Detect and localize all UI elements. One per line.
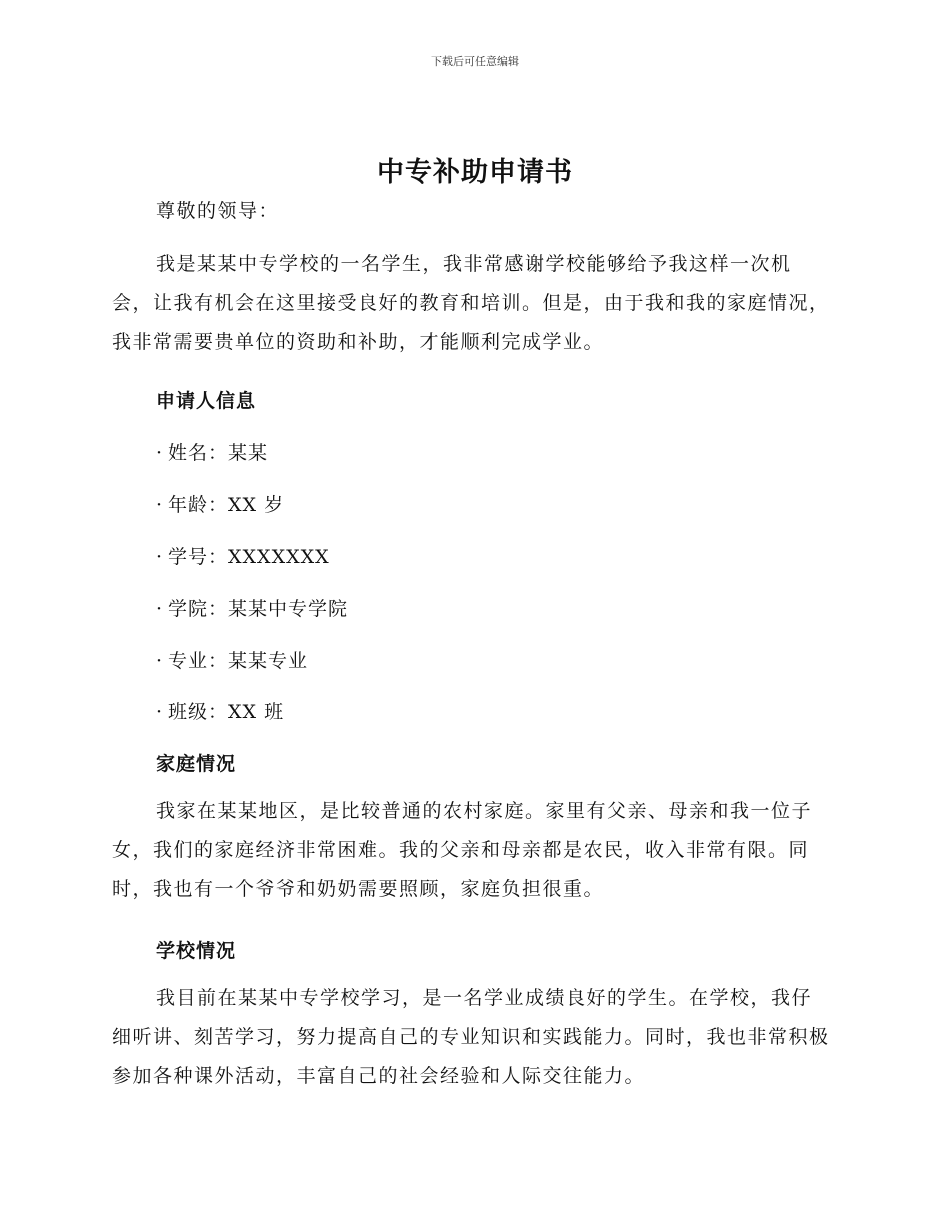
section-heading-family: 家庭情况 (156, 753, 237, 775)
info-item-college (156, 594, 348, 621)
bullet: · (156, 598, 164, 620)
bullet: · (156, 494, 164, 516)
salutation: 尊敬的领导： (156, 200, 280, 222)
info-item-name (156, 438, 268, 465)
info-item-text: 学院：某某中专学院 (168, 598, 349, 620)
bullet: · (156, 701, 164, 723)
info-item-text: 班级：XX 班 (168, 701, 285, 723)
document-title: 中专补助申请书 (377, 157, 573, 188)
info-item-major (156, 646, 308, 673)
info-item-text: 学号：XXXXXXX (168, 546, 330, 568)
school-paragraph: 我目前在某某中专学校学习，是一名学业成绩良好的学生。在学校，我仔细听讲、刻苦学习，努力提高自己的专业知识和实践能力。同时，我也非常积极参加各种课外活动，丰富自己的社会经验和人际交往能力。 (112, 987, 830, 1087)
bullet: · (156, 546, 164, 568)
info-item-student-id (156, 542, 330, 569)
header-note: 下载后可任意编辑 (431, 55, 519, 68)
section-heading-school: 学校情况 (156, 940, 237, 962)
info-item-text: 年龄：XX 岁 (168, 494, 285, 516)
info-item-age (156, 490, 284, 517)
family-paragraph: 我家在某某地区，是比较普通的农村家庭。家里有父亲、母亲和我一位子女，我们的家庭经济非常困难。我的父亲和母亲都是农民，收入非常有限。同时，我也有一个爷爷和奶奶需要照顾，家庭负担很重。 (112, 800, 813, 900)
bullet: · (156, 442, 164, 464)
info-item-text: 专业：某某专业 (168, 650, 309, 672)
intro-paragraph: 我是某某中专学校的一名学生，我非常感谢学校能够给予我这样一次机会，让我有机会在这里接受良好的教育和培训。但是，由于我和我的家庭情况，我非常需要贵单位的资助和补助，才能顺利完成学业。 (112, 253, 830, 353)
bullet: · (156, 650, 164, 672)
info-item-class (156, 697, 284, 724)
info-item-text: 姓名：某某 (168, 442, 269, 464)
section-heading-applicant: 申请人信息 (156, 390, 257, 412)
